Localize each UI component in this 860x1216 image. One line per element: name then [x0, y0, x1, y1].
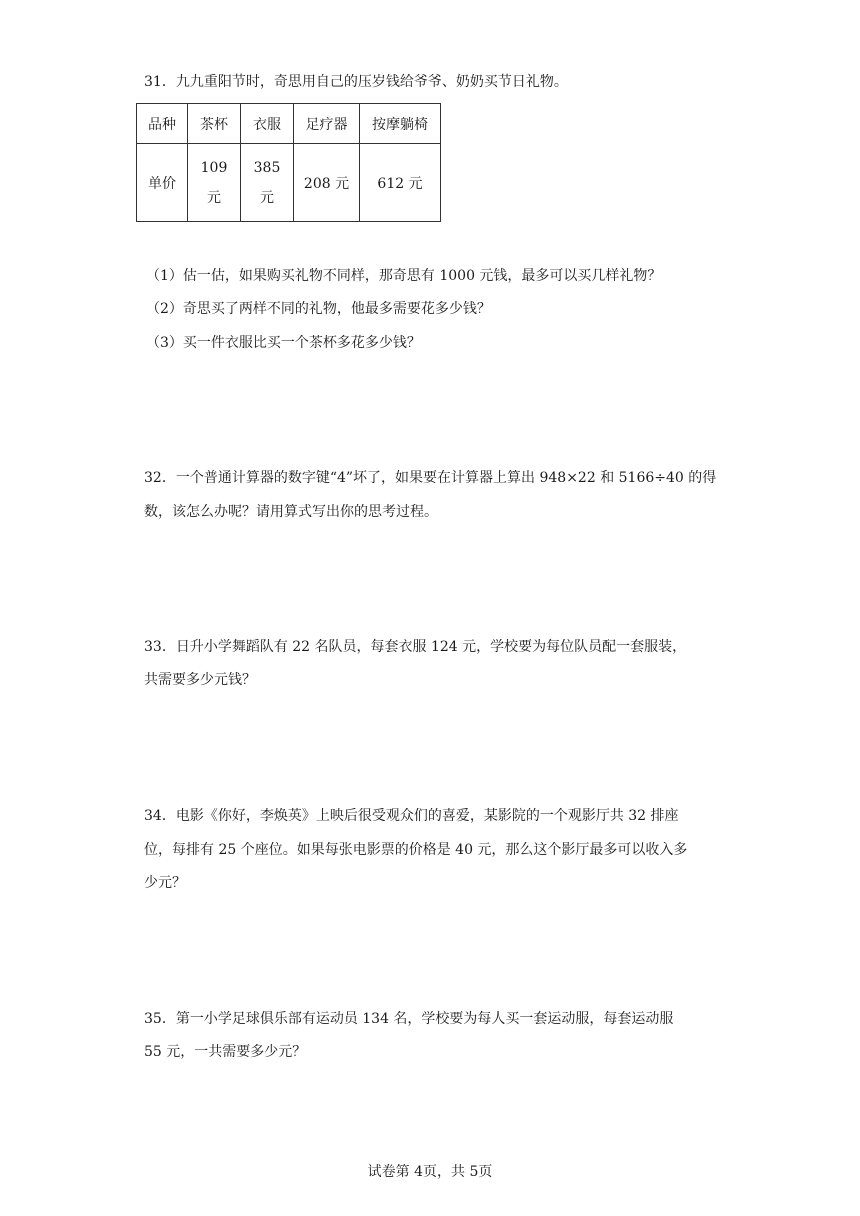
cup-price-unit: 元	[207, 189, 221, 206]
q32-line-1: 32．一个普通计算器的数字键“4”坏了，如果要在计算器上算出 948×22 和 5166÷40 的得	[144, 470, 717, 486]
q31-part-3: （3）买一件衣服比买一个茶杯多花多少钱？	[146, 335, 421, 351]
table-header-row	[137, 104, 441, 144]
table-header-cell: 茶杯	[188, 104, 241, 144]
q33-line-2: 共需要多少元钱？	[144, 672, 256, 688]
table-row-label: 单价	[137, 144, 188, 222]
table-header-cell: 按摩躺椅	[360, 104, 441, 144]
table-price-row	[137, 144, 441, 222]
clothes-price-unit: 元	[260, 189, 274, 206]
massage-chair-price-cell: 612 元	[360, 144, 441, 222]
q34-line-1: 34．电影《你好，李焕英》上映后很受观众们的喜爱，某影院的一个观影厅共 32 排座	[144, 808, 679, 824]
cup-price-number: 109	[200, 159, 228, 176]
table-header-cell: 足疗器	[294, 104, 360, 144]
price-table	[136, 103, 441, 222]
foot-massager-price-cell: 208 元	[294, 144, 360, 222]
q32-line-2: 数，该怎么办呢？请用算式写出你的思考过程。	[144, 504, 438, 520]
q33-line-1: 33．日升小学舞蹈队有 22 名队员，每套衣服 124 元，学校要为每位队员配一套服装，	[144, 639, 687, 655]
q31-part-1: （1）估一估，如果购买礼物不同样，那奇思有 1000 元钱，最多可以买几样礼物？	[146, 268, 662, 284]
q31-part-2: （2）奇思买了两样不同的礼物，他最多需要花多少钱？	[146, 301, 491, 317]
cup-price-cell	[188, 144, 241, 222]
clothes-price-cell	[241, 144, 294, 222]
q31-stem: 31．九九重阳节时，奇思用自己的压岁钱给爷爷、奶奶买节日礼物。	[144, 74, 568, 90]
table-header-cell: 品种	[137, 104, 188, 144]
q34-line-2: 位，每排有 25 个座位。如果每张电影票的价格是 40 元，那么这个影厅最多可以收入多	[144, 842, 688, 858]
table-header-cell: 衣服	[241, 104, 294, 144]
clothes-price-number: 385	[253, 159, 281, 176]
q34-line-3: 少元？	[144, 875, 186, 891]
q35-line-1: 35．第一小学足球俱乐部有运动员 134 名，学校要为每人买一套运动服，每套运动服	[144, 1011, 674, 1027]
page-footer: 试卷第 4页，共 5页	[367, 1164, 493, 1180]
q35-line-2: 55 元，一共需要多少元？	[144, 1044, 307, 1060]
